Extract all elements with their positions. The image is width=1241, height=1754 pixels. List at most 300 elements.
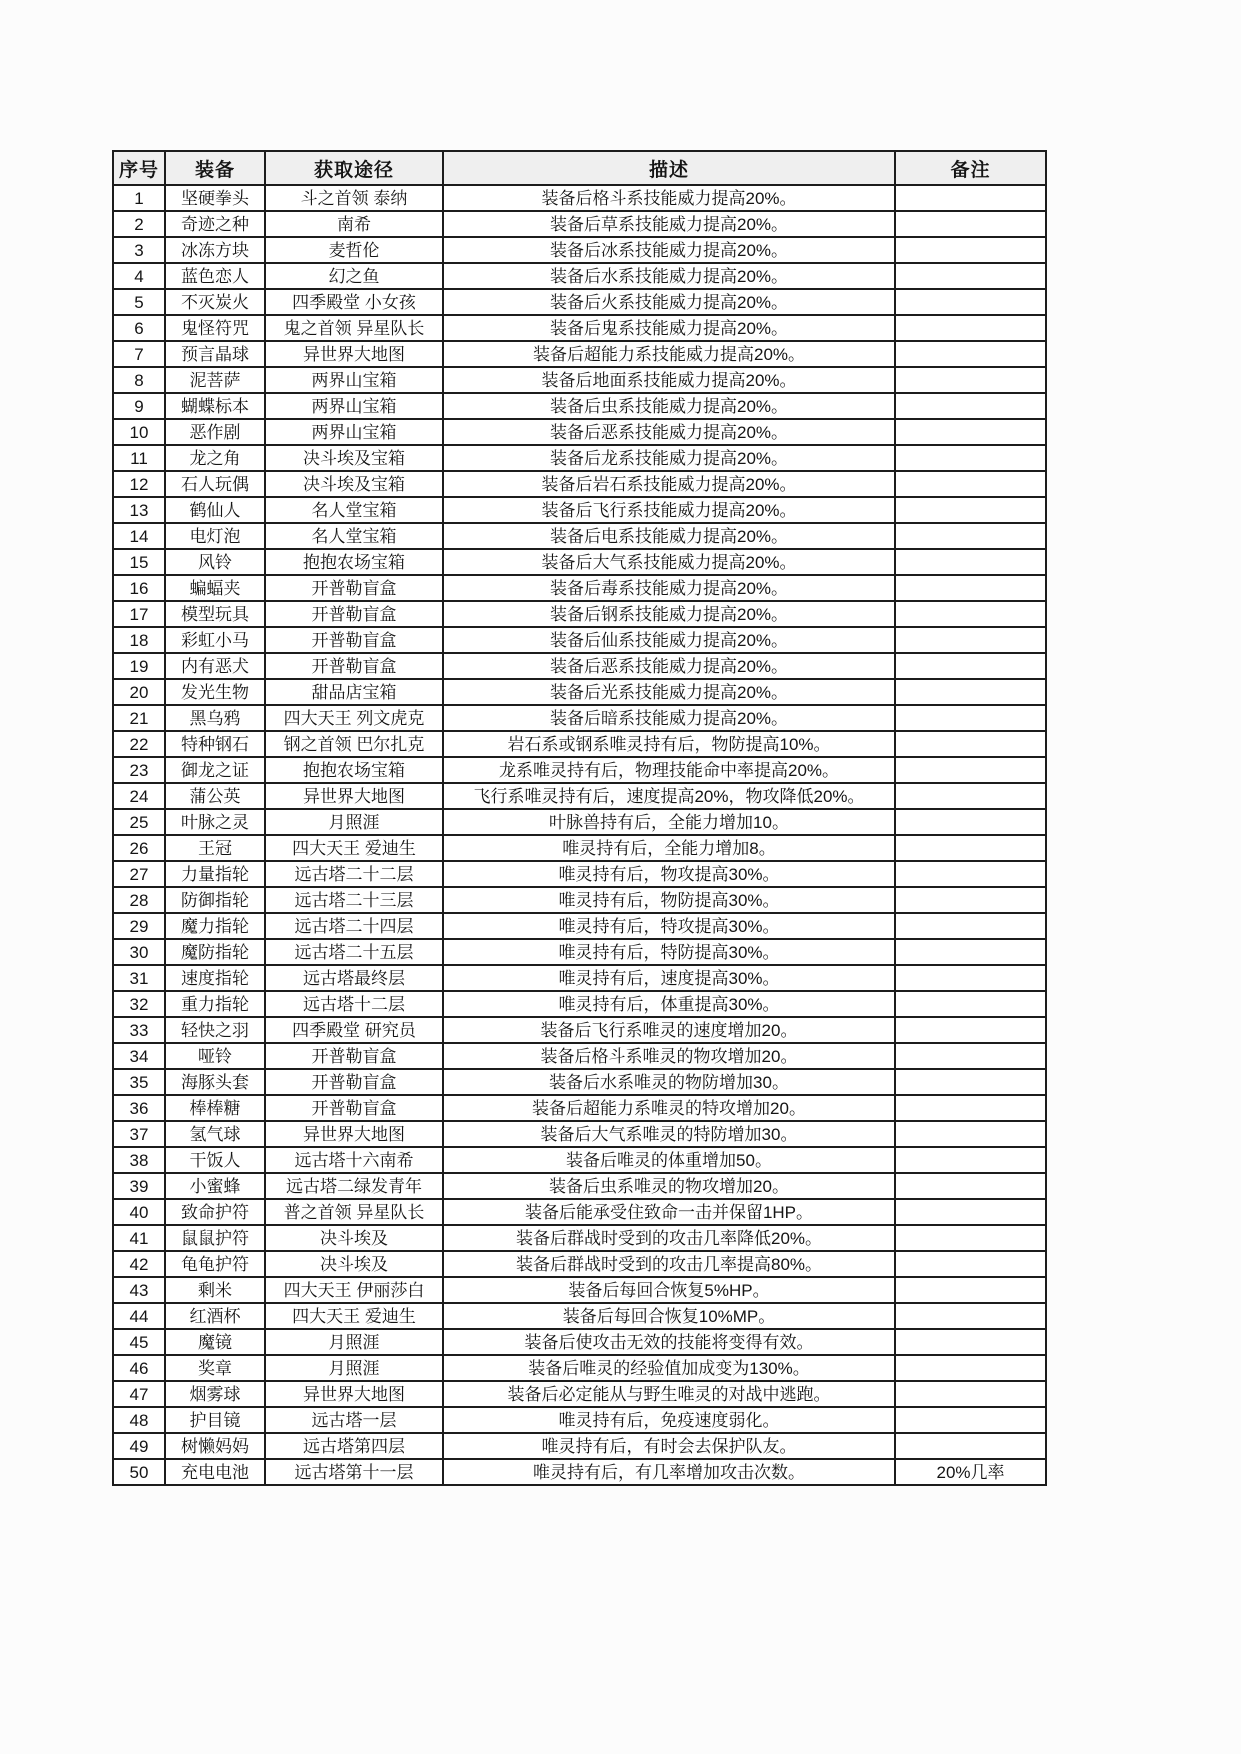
- cell-equipment: 魔力指轮: [165, 913, 265, 939]
- cell-remark: [895, 1251, 1046, 1277]
- cell-equipment: 红酒杯: [165, 1303, 265, 1329]
- table-row: [113, 211, 1046, 237]
- cell-description: 装备后飞行系技能威力提高20%。: [443, 497, 895, 523]
- cell-remark: [895, 523, 1046, 549]
- column-header-remark: 备注: [895, 151, 1046, 185]
- cell-equipment: 奖章: [165, 1355, 265, 1381]
- table-row: [113, 783, 1046, 809]
- cell-acquisition: 抱抱农场宝箱: [265, 757, 443, 783]
- cell-acquisition: 甜品店宝箱: [265, 679, 443, 705]
- table-row: [113, 1147, 1046, 1173]
- cell-description: 装备后超能力系技能威力提高20%。: [443, 341, 895, 367]
- cell-index: 16: [113, 575, 165, 601]
- cell-equipment: 恶作剧: [165, 419, 265, 445]
- cell-description: 装备后岩石系技能威力提高20%。: [443, 471, 895, 497]
- cell-description: 装备后群战时受到的攻击几率降低20%。: [443, 1225, 895, 1251]
- cell-index: 9: [113, 393, 165, 419]
- cell-index: 48: [113, 1407, 165, 1433]
- cell-acquisition: 斗之首领 泰纳: [265, 185, 443, 211]
- cell-remark: [895, 1407, 1046, 1433]
- cell-remark: [895, 1381, 1046, 1407]
- cell-remark: 20%几率: [895, 1459, 1046, 1485]
- cell-equipment: 护目镜: [165, 1407, 265, 1433]
- cell-equipment: 冰冻方块: [165, 237, 265, 263]
- cell-index: 49: [113, 1433, 165, 1459]
- cell-acquisition: 决斗埃及: [265, 1251, 443, 1277]
- table-row: [113, 1277, 1046, 1303]
- table-row: [113, 1095, 1046, 1121]
- table-row: [113, 1329, 1046, 1355]
- column-header-index: 序号: [113, 151, 165, 185]
- column-header-acquisition: 获取途径: [265, 151, 443, 185]
- table-row: [113, 393, 1046, 419]
- cell-index: 50: [113, 1459, 165, 1485]
- cell-acquisition: 远古塔十六南希: [265, 1147, 443, 1173]
- table-row: [113, 185, 1046, 211]
- cell-equipment: 剩米: [165, 1277, 265, 1303]
- cell-equipment: 干饭人: [165, 1147, 265, 1173]
- cell-acquisition: 幻之鱼: [265, 263, 443, 289]
- cell-remark: [895, 341, 1046, 367]
- cell-equipment: 黑乌鸦: [165, 705, 265, 731]
- cell-acquisition: 两界山宝箱: [265, 367, 443, 393]
- cell-equipment: 烟雾球: [165, 1381, 265, 1407]
- cell-remark: [895, 679, 1046, 705]
- table-row: [113, 1355, 1046, 1381]
- cell-description: 装备后每回合恢复5%HP。: [443, 1277, 895, 1303]
- cell-remark: [895, 393, 1046, 419]
- table-row: [113, 1017, 1046, 1043]
- cell-acquisition: 远古塔二十二层: [265, 861, 443, 887]
- cell-equipment: 不灭炭火: [165, 289, 265, 315]
- equipment-sheet: [112, 150, 1047, 1486]
- cell-description: 装备后冰系技能威力提高20%。: [443, 237, 895, 263]
- cell-description: 装备后每回合恢复10%MP。: [443, 1303, 895, 1329]
- cell-equipment: 模型玩具: [165, 601, 265, 627]
- cell-description: 装备后飞行系唯灵的速度增加20。: [443, 1017, 895, 1043]
- cell-description: 飞行系唯灵持有后，速度提高20%，物攻降低20%。: [443, 783, 895, 809]
- cell-remark: [895, 1043, 1046, 1069]
- cell-equipment: 树懒妈妈: [165, 1433, 265, 1459]
- cell-acquisition: 月照涯: [265, 1355, 443, 1381]
- cell-index: 24: [113, 783, 165, 809]
- table-row: [113, 913, 1046, 939]
- table-row: [113, 367, 1046, 393]
- cell-equipment: 鹤仙人: [165, 497, 265, 523]
- cell-description: 装备后火系技能威力提高20%。: [443, 289, 895, 315]
- cell-equipment: 力量指轮: [165, 861, 265, 887]
- cell-acquisition: 远古塔二十五层: [265, 939, 443, 965]
- cell-description: 唯灵持有后，物攻提高30%。: [443, 861, 895, 887]
- cell-equipment: 海豚头套: [165, 1069, 265, 1095]
- cell-equipment: 小蜜蜂: [165, 1173, 265, 1199]
- cell-equipment: 防御指轮: [165, 887, 265, 913]
- cell-equipment: 龙之角: [165, 445, 265, 471]
- cell-acquisition: 决斗埃及宝箱: [265, 471, 443, 497]
- cell-index: 35: [113, 1069, 165, 1095]
- cell-remark: [895, 497, 1046, 523]
- cell-description: 装备后虫系技能威力提高20%。: [443, 393, 895, 419]
- cell-acquisition: 四季殿堂 研究员: [265, 1017, 443, 1043]
- table-row: [113, 445, 1046, 471]
- cell-remark: [895, 887, 1046, 913]
- cell-remark: [895, 835, 1046, 861]
- cell-acquisition: 南希: [265, 211, 443, 237]
- table-row: [113, 263, 1046, 289]
- equipment-table: [112, 150, 1047, 1486]
- cell-index: 47: [113, 1381, 165, 1407]
- cell-acquisition: 决斗埃及: [265, 1225, 443, 1251]
- cell-remark: [895, 1017, 1046, 1043]
- cell-equipment: 王冠: [165, 835, 265, 861]
- cell-remark: [895, 1095, 1046, 1121]
- cell-acquisition: 月照涯: [265, 1329, 443, 1355]
- cell-index: 33: [113, 1017, 165, 1043]
- cell-remark: [895, 601, 1046, 627]
- cell-acquisition: 决斗埃及宝箱: [265, 445, 443, 471]
- cell-remark: [895, 419, 1046, 445]
- cell-equipment: 蝴蝶标本: [165, 393, 265, 419]
- cell-remark: [895, 965, 1046, 991]
- cell-index: 34: [113, 1043, 165, 1069]
- cell-equipment: 电灯泡: [165, 523, 265, 549]
- cell-index: 2: [113, 211, 165, 237]
- table-row: [113, 1173, 1046, 1199]
- cell-acquisition: 远古塔二绿发青年: [265, 1173, 443, 1199]
- cell-index: 10: [113, 419, 165, 445]
- cell-acquisition: 远古塔最终层: [265, 965, 443, 991]
- cell-remark: [895, 1277, 1046, 1303]
- table-row: [113, 1069, 1046, 1095]
- cell-acquisition: 月照涯: [265, 809, 443, 835]
- table-row: [113, 237, 1046, 263]
- cell-equipment: 鼠鼠护符: [165, 1225, 265, 1251]
- cell-acquisition: 普之首领 异星队长: [265, 1199, 443, 1225]
- cell-description: 装备后光系技能威力提高20%。: [443, 679, 895, 705]
- cell-description: 装备后虫系唯灵的物攻增加20。: [443, 1173, 895, 1199]
- table-row: [113, 679, 1046, 705]
- cell-index: 17: [113, 601, 165, 627]
- cell-index: 32: [113, 991, 165, 1017]
- cell-index: 39: [113, 1173, 165, 1199]
- cell-description: 装备后大气系唯灵的特防增加30。: [443, 1121, 895, 1147]
- cell-acquisition: 四大天王 爱迪生: [265, 1303, 443, 1329]
- cell-equipment: 坚硬拳头: [165, 185, 265, 211]
- table-row: [113, 575, 1046, 601]
- table-row: [113, 315, 1046, 341]
- cell-remark: [895, 471, 1046, 497]
- cell-description: 装备后超能力系唯灵的特攻增加20。: [443, 1095, 895, 1121]
- cell-equipment: 奇迹之种: [165, 211, 265, 237]
- table-row: [113, 419, 1046, 445]
- table-row: [113, 341, 1046, 367]
- table-row: [113, 627, 1046, 653]
- cell-index: 18: [113, 627, 165, 653]
- cell-remark: [895, 211, 1046, 237]
- cell-acquisition: 麦哲伦: [265, 237, 443, 263]
- table-row: [113, 1303, 1046, 1329]
- cell-index: 38: [113, 1147, 165, 1173]
- cell-description: 装备后鬼系技能威力提高20%。: [443, 315, 895, 341]
- cell-index: 28: [113, 887, 165, 913]
- cell-index: 13: [113, 497, 165, 523]
- cell-description: 唯灵持有后，物防提高30%。: [443, 887, 895, 913]
- table-row: [113, 809, 1046, 835]
- cell-equipment: 速度指轮: [165, 965, 265, 991]
- table-row: [113, 757, 1046, 783]
- cell-acquisition: 异世界大地图: [265, 341, 443, 367]
- cell-index: 23: [113, 757, 165, 783]
- cell-remark: [895, 731, 1046, 757]
- cell-index: 45: [113, 1329, 165, 1355]
- cell-equipment: 风铃: [165, 549, 265, 575]
- column-header-equipment: 装备: [165, 151, 265, 185]
- cell-remark: [895, 445, 1046, 471]
- cell-equipment: 龟龟护符: [165, 1251, 265, 1277]
- table-row: [113, 1381, 1046, 1407]
- cell-description: 唯灵持有后，速度提高30%。: [443, 965, 895, 991]
- cell-index: 46: [113, 1355, 165, 1381]
- cell-acquisition: 远古塔二十四层: [265, 913, 443, 939]
- cell-remark: [895, 861, 1046, 887]
- cell-equipment: 氢气球: [165, 1121, 265, 1147]
- cell-equipment: 御龙之证: [165, 757, 265, 783]
- cell-acquisition: 四季殿堂 小女孩: [265, 289, 443, 315]
- cell-remark: [895, 575, 1046, 601]
- cell-description: 装备后使攻击无效的技能将变得有效。: [443, 1329, 895, 1355]
- cell-index: 22: [113, 731, 165, 757]
- cell-remark: [895, 1355, 1046, 1381]
- cell-acquisition: 四大天王 列文虎克: [265, 705, 443, 731]
- cell-description: 装备后地面系技能威力提高20%。: [443, 367, 895, 393]
- cell-description: 唯灵持有后，全能力增加8。: [443, 835, 895, 861]
- table-row: [113, 549, 1046, 575]
- cell-index: 30: [113, 939, 165, 965]
- cell-description: 装备后格斗系唯灵的物攻增加20。: [443, 1043, 895, 1069]
- cell-acquisition: 四大天王 爱迪生: [265, 835, 443, 861]
- cell-index: 3: [113, 237, 165, 263]
- cell-index: 36: [113, 1095, 165, 1121]
- table-row: [113, 523, 1046, 549]
- cell-acquisition: 开普勒盲盒: [265, 575, 443, 601]
- table-row: [113, 861, 1046, 887]
- cell-description: 唯灵持有后，免疫速度弱化。: [443, 1407, 895, 1433]
- cell-remark: [895, 1303, 1046, 1329]
- cell-equipment: 哑铃: [165, 1043, 265, 1069]
- cell-description: 装备后毒系技能威力提高20%。: [443, 575, 895, 601]
- cell-remark: [895, 991, 1046, 1017]
- table-row: [113, 653, 1046, 679]
- cell-acquisition: 钢之首领 巴尔扎克: [265, 731, 443, 757]
- table-row: [113, 471, 1046, 497]
- table-row: [113, 601, 1046, 627]
- cell-equipment: 蒲公英: [165, 783, 265, 809]
- table-header-row: [113, 151, 1046, 185]
- cell-remark: [895, 185, 1046, 211]
- cell-equipment: 鬼怪符咒: [165, 315, 265, 341]
- cell-description: 叶脉兽持有后，全能力增加10。: [443, 809, 895, 835]
- cell-remark: [895, 653, 1046, 679]
- cell-index: 27: [113, 861, 165, 887]
- table-row: [113, 1043, 1046, 1069]
- cell-equipment: 棒棒糖: [165, 1095, 265, 1121]
- cell-index: 6: [113, 315, 165, 341]
- cell-acquisition: 远古塔十二层: [265, 991, 443, 1017]
- cell-equipment: 泥菩萨: [165, 367, 265, 393]
- cell-acquisition: 远古塔第四层: [265, 1433, 443, 1459]
- cell-remark: [895, 263, 1046, 289]
- cell-acquisition: 开普勒盲盒: [265, 653, 443, 679]
- cell-index: 26: [113, 835, 165, 861]
- cell-equipment: 充电电池: [165, 1459, 265, 1485]
- cell-acquisition: 名人堂宝箱: [265, 523, 443, 549]
- cell-remark: [895, 315, 1046, 341]
- cell-remark: [895, 1147, 1046, 1173]
- cell-remark: [895, 237, 1046, 263]
- cell-description: 装备后水系唯灵的物防增加30。: [443, 1069, 895, 1095]
- table-row: [113, 965, 1046, 991]
- cell-index: 37: [113, 1121, 165, 1147]
- cell-remark: [895, 809, 1046, 835]
- cell-remark: [895, 289, 1046, 315]
- cell-equipment: 魔防指轮: [165, 939, 265, 965]
- cell-index: 4: [113, 263, 165, 289]
- cell-description: 装备后唯灵的经验值加成变为130%。: [443, 1355, 895, 1381]
- cell-description: 装备后草系技能威力提高20%。: [443, 211, 895, 237]
- table-row: [113, 1459, 1046, 1485]
- cell-equipment: 内有恶犬: [165, 653, 265, 679]
- cell-index: 42: [113, 1251, 165, 1277]
- cell-remark: [895, 627, 1046, 653]
- cell-acquisition: 异世界大地图: [265, 783, 443, 809]
- cell-description: 装备后龙系技能威力提高20%。: [443, 445, 895, 471]
- cell-remark: [895, 1173, 1046, 1199]
- cell-description: 龙系唯灵持有后，物理技能命中率提高20%。: [443, 757, 895, 783]
- cell-description: 装备后电系技能威力提高20%。: [443, 523, 895, 549]
- cell-equipment: 轻快之羽: [165, 1017, 265, 1043]
- cell-equipment: 石人玩偶: [165, 471, 265, 497]
- cell-remark: [895, 1433, 1046, 1459]
- cell-remark: [895, 1121, 1046, 1147]
- cell-remark: [895, 939, 1046, 965]
- cell-remark: [895, 1199, 1046, 1225]
- cell-acquisition: 异世界大地图: [265, 1121, 443, 1147]
- cell-index: 8: [113, 367, 165, 393]
- cell-index: 25: [113, 809, 165, 835]
- cell-description: 装备后钢系技能威力提高20%。: [443, 601, 895, 627]
- cell-index: 1: [113, 185, 165, 211]
- table-row: [113, 1225, 1046, 1251]
- cell-description: 装备后唯灵的体重增加50。: [443, 1147, 895, 1173]
- cell-equipment: 发光生物: [165, 679, 265, 705]
- table-row: [113, 835, 1046, 861]
- cell-equipment: 致命护符: [165, 1199, 265, 1225]
- cell-acquisition: 开普勒盲盒: [265, 601, 443, 627]
- cell-remark: [895, 1069, 1046, 1095]
- cell-remark: [895, 783, 1046, 809]
- cell-index: 31: [113, 965, 165, 991]
- cell-index: 44: [113, 1303, 165, 1329]
- cell-index: 5: [113, 289, 165, 315]
- cell-acquisition: 异世界大地图: [265, 1381, 443, 1407]
- cell-acquisition: 四大天王 伊丽莎白: [265, 1277, 443, 1303]
- cell-equipment: 彩虹小马: [165, 627, 265, 653]
- cell-description: 装备后暗系技能威力提高20%。: [443, 705, 895, 731]
- cell-description: 装备后群战时受到的攻击几率提高80%。: [443, 1251, 895, 1277]
- cell-remark: [895, 913, 1046, 939]
- cell-description: 装备后水系技能威力提高20%。: [443, 263, 895, 289]
- cell-index: 21: [113, 705, 165, 731]
- cell-acquisition: 两界山宝箱: [265, 393, 443, 419]
- table-row: [113, 939, 1046, 965]
- cell-description: 装备后格斗系技能威力提高20%。: [443, 185, 895, 211]
- table-row: [113, 705, 1046, 731]
- cell-index: 29: [113, 913, 165, 939]
- cell-index: 20: [113, 679, 165, 705]
- cell-equipment: 蝙蝠夹: [165, 575, 265, 601]
- cell-acquisition: 鬼之首领 异星队长: [265, 315, 443, 341]
- column-header-description: 描述: [443, 151, 895, 185]
- cell-remark: [895, 1329, 1046, 1355]
- cell-description: 唯灵持有后，有几率增加攻击次数。: [443, 1459, 895, 1485]
- cell-remark: [895, 1225, 1046, 1251]
- cell-index: 7: [113, 341, 165, 367]
- cell-index: 12: [113, 471, 165, 497]
- table-row: [113, 1407, 1046, 1433]
- table-row: [113, 1251, 1046, 1277]
- table-body: [113, 185, 1046, 1485]
- table-row: [113, 1199, 1046, 1225]
- cell-remark: [895, 367, 1046, 393]
- table-row: [113, 887, 1046, 913]
- table-row: [113, 289, 1046, 315]
- cell-equipment: 重力指轮: [165, 991, 265, 1017]
- cell-index: 41: [113, 1225, 165, 1251]
- cell-equipment: 魔镜: [165, 1329, 265, 1355]
- cell-remark: [895, 757, 1046, 783]
- cell-index: 14: [113, 523, 165, 549]
- cell-index: 15: [113, 549, 165, 575]
- cell-remark: [895, 705, 1046, 731]
- cell-equipment: 蓝色恋人: [165, 263, 265, 289]
- table-row: [113, 1433, 1046, 1459]
- cell-description: 装备后仙系技能威力提高20%。: [443, 627, 895, 653]
- cell-remark: [895, 549, 1046, 575]
- cell-description: 装备后恶系技能威力提高20%。: [443, 419, 895, 445]
- cell-index: 19: [113, 653, 165, 679]
- cell-equipment: 叶脉之灵: [165, 809, 265, 835]
- cell-acquisition: 两界山宝箱: [265, 419, 443, 445]
- cell-acquisition: 抱抱农场宝箱: [265, 549, 443, 575]
- table-row: [113, 731, 1046, 757]
- cell-acquisition: 远古塔第十一层: [265, 1459, 443, 1485]
- cell-acquisition: 开普勒盲盒: [265, 627, 443, 653]
- cell-description: 岩石系或钢系唯灵持有后，物防提高10%。: [443, 731, 895, 757]
- cell-description: 装备后必定能从与野生唯灵的对战中逃跑。: [443, 1381, 895, 1407]
- cell-acquisition: 名人堂宝箱: [265, 497, 443, 523]
- cell-index: 11: [113, 445, 165, 471]
- table-row: [113, 991, 1046, 1017]
- cell-acquisition: 远古塔二十三层: [265, 887, 443, 913]
- cell-description: 唯灵持有后，特攻提高30%。: [443, 913, 895, 939]
- cell-description: 装备后恶系技能威力提高20%。: [443, 653, 895, 679]
- table-header: [113, 151, 1046, 185]
- cell-description: 唯灵持有后，体重提高30%。: [443, 991, 895, 1017]
- cell-description: 唯灵持有后，有时会去保护队友。: [443, 1433, 895, 1459]
- cell-acquisition: 开普勒盲盒: [265, 1095, 443, 1121]
- cell-acquisition: 远古塔一层: [265, 1407, 443, 1433]
- cell-acquisition: 开普勒盲盒: [265, 1069, 443, 1095]
